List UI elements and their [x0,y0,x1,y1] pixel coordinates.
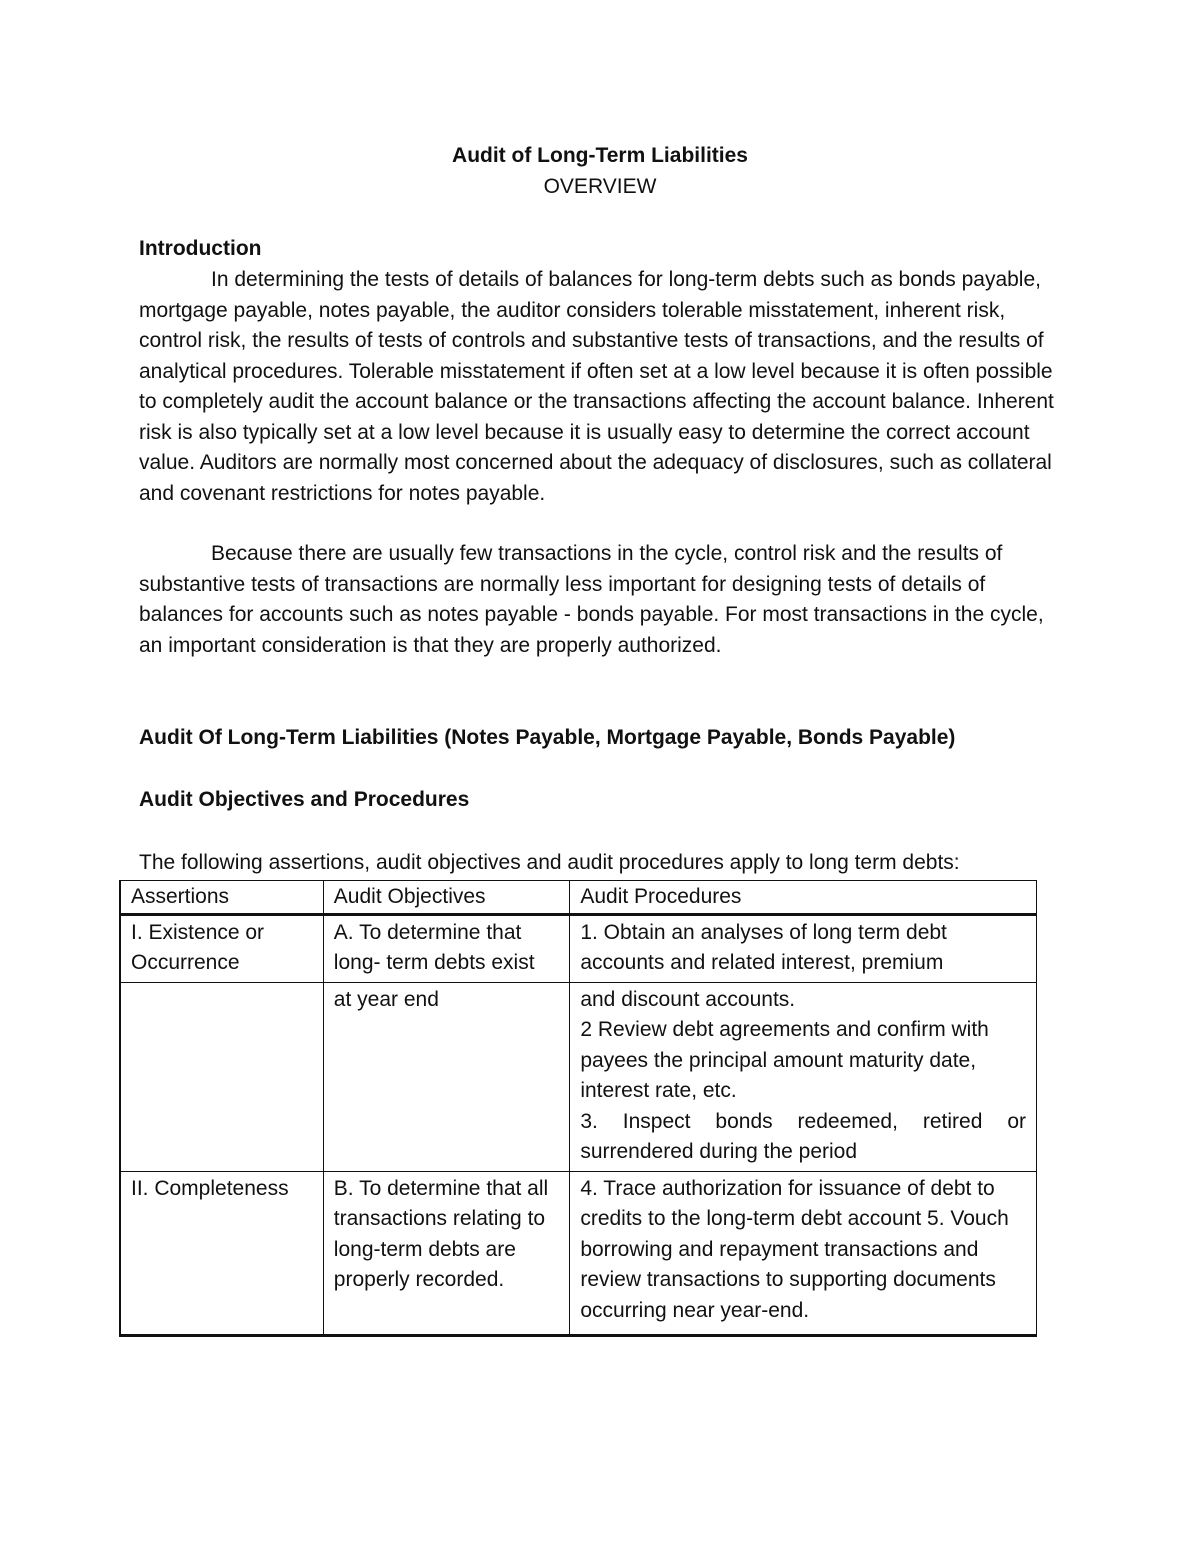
document-title: Audit of Long-Term Liabilities [452,144,748,167]
table-header-row [120,881,1037,915]
table-intro-text: The following assertions, audit objectives and audit procedures apply to long term debts: [139,851,960,874]
assertion-cell: II. Completeness [120,1171,323,1336]
table-row [120,1171,1037,1336]
procedure-line: 3. Inspect bonds redeemed, retired or [580,1109,1026,1133]
header-assertions: Assertions [120,881,323,915]
table-row [120,914,1037,982]
header-audit-objectives: Audit Objectives [323,881,570,915]
header-audit-procedures: Audit Procedures [570,881,1037,915]
subsection-heading: Audit Objectives and Procedures [139,788,470,811]
introduction-heading: Introduction [139,237,262,260]
table-row [120,982,1037,1171]
objective-cell: B. To determine that all transactions relating to long-term debts are properly recorded. [323,1171,570,1336]
intro-paragraph-1 [139,265,1054,509]
assertion-cell: I. Existence or Occurrence [120,914,323,982]
objective-cell: at year end [323,982,570,1171]
objective-cell: A. To determine that long- term debts exist [323,914,570,982]
intro-paragraph-2 [139,539,1054,661]
procedure-line: 2 Review debt agreements and confirm with payees the principal amount maturity date, interest rate, etc. [580,1018,989,1102]
procedure-cell: 4. Trace authorization for issuance of debt to credits to the long-term debt account 5. Vouch borrowing and repayment transactions and review transactions to supporting documents occurring near year-end. [570,1171,1037,1336]
procedure-cell [570,982,1037,1171]
section-heading: Audit Of Long-Term Liabilities (Notes Payable, Mortgage Payable, Bonds Payable) [139,726,956,749]
intro-paragraph-2-text: Because there are usually few transactions in the cycle, control risk and the results of substantive tests of transactions are normally less important for designing tests of details of balances for accounts such as notes payable - bonds payable. For most transactions in the cycle, an important consideration is that they are properly authorized. [139,542,1044,657]
procedure-line: and discount accounts. [580,987,796,1011]
assertion-cell [120,982,323,1171]
document-subtitle: OVERVIEW [543,175,657,198]
procedure-cell: 1. Obtain an analyses of long term debt accounts and related interest, premium [570,914,1037,982]
audit-procedures-table [119,880,1037,1337]
intro-paragraph-1-text: In determining the tests of details of balances for long-term debts such as bonds payable, mortgage payable, notes payable, the auditor considers tolerable misstatement, inherent risk, control risk, the results of tests of controls and substantive tests of transactions, and the results of analytical procedures. Tolerable misstatement if often set at a low level because it is often possible to completely audit the account balance or the transactions affecting the account balance. Inherent risk is also typically set at a low level because it is usually easy to determine the correct account value. Auditors are normally most concerned about the adequacy of disclosures, such as collateral and covenant restrictions for notes payable. [139,268,1054,505]
procedure-line: surrendered during the period [580,1140,858,1163]
